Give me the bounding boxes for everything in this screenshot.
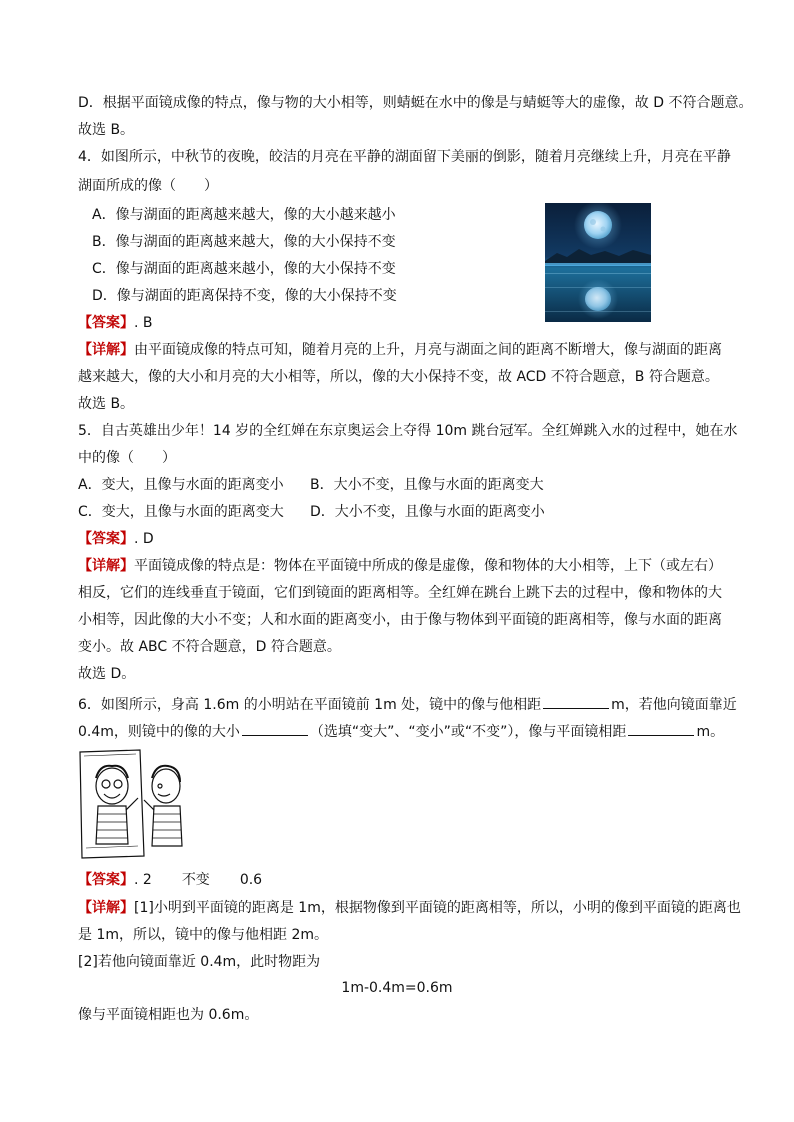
answer-blank	[242, 721, 308, 736]
answer-label: 【答案】	[78, 872, 134, 888]
question-4-stem: 湖面所成的像（ ）	[78, 178, 218, 194]
detail-text: 是 1m，所以，镜中的像与他相距 2m。	[78, 927, 328, 943]
answer-value: . 2	[134, 872, 152, 888]
stem-text: m，若他向镜面靠近	[611, 697, 737, 713]
question-4-option-c: C．像与湖面的距离越来越小，像的大小保持不变	[92, 261, 396, 277]
stem-text: 6．如图所示，身高 1.6m 的小明站在平面镜前 1m 处，镜中的像与他相距	[78, 697, 542, 713]
question-4-stem: 4．如图所示，中秋节的夜晚，皎洁的月亮在平静的湖面留下美丽的倒影，随着月亮继续上升，月亮在平静	[78, 149, 731, 165]
answer-line-q5	[78, 529, 154, 549]
detail-text: 相反，它们的连线垂直于镜面，它们到镜面的距离相等。全红婵在跳台上跳下去的过程中，像和物体的大	[78, 585, 722, 601]
answer-label: 【答案】	[78, 531, 134, 547]
detail-text: 变小。故 ABC 不符合题意，D 符合题意。	[78, 639, 341, 655]
answer-blank	[628, 721, 694, 736]
question-4-option-a: A．像与湖面的距离越来越大，像的大小越来越小	[92, 207, 396, 223]
question-4-option-d: D．像与湖面的距离保持不变，像的大小保持不变	[92, 288, 397, 304]
question-5-stem: 5．自古英雄出少年！14 岁的全红婵在东京奥运会上夺得 10m 跳台冠军。全红婵跳入水的过程中，她在水	[78, 423, 738, 439]
stem-text: （选填“变大”、“变小”或“不变”），像与平面镜相距	[309, 724, 627, 740]
text-line: 故选 B。	[78, 396, 135, 412]
text-line: D．根据平面镜成像的特点，像与物的大小相等，则蜻蜓在水中的像是与蜻蜓等大的虚像，故 D 不符合题意。	[78, 95, 753, 111]
answer-value: 0.6	[239, 872, 263, 888]
detail-text: 小相等，因此像的大小不变；人和水面的距离变小，由于像与物体到平面镜的距离相等，像与水面的距离	[78, 612, 722, 628]
answer-line-q4	[78, 313, 153, 333]
answer-blank	[543, 694, 609, 709]
mirror-boy-image	[78, 748, 198, 860]
detail-line-q5	[78, 556, 722, 576]
text-line: 故选 B。	[78, 122, 135, 138]
question-5-option-a: A．变大，且像与水面的距离变小	[78, 477, 284, 493]
stem-text: 0.4m，则镜中的像的大小	[78, 724, 240, 740]
question-5-option-d: D．大小不变，且像与水面的距离变小	[310, 504, 545, 520]
detail-label: 【详解】	[78, 342, 134, 358]
detail-line-q4	[78, 340, 722, 360]
mirror-boy-icon	[78, 748, 198, 860]
question-4-option-b: B．像与湖面的距离越来越大，像的大小保持不变	[92, 234, 396, 250]
detail-text: [1]小明到平面镜的距离是 1m，根据物像到平面镜的距离相等，所以，小明的像到平面镜的距离也	[134, 900, 741, 916]
stem-text: m。	[696, 724, 725, 740]
detail-text: 越来越大，像的大小和月亮的大小相等，所以，像的大小保持不变，故 ACD 不符合题意，B 符合题意。	[78, 369, 719, 385]
answer-value: . D	[134, 531, 154, 547]
moon-reflection-image	[545, 203, 651, 322]
answer-label: 【答案】	[78, 315, 134, 331]
detail-text: 像与平面镜相距也为 0.6m。	[78, 1007, 259, 1023]
detail-label: 【详解】	[78, 900, 134, 916]
detail-text: 平面镜成像的特点是：物体在平面镜中所成的像是虚像，像和物体的大小相等，上下（或左右）	[134, 558, 722, 574]
detail-text: [2]若他向镜面靠近 0.4m，此时物距为	[78, 954, 321, 970]
answer-line-q6	[78, 870, 262, 890]
question-5-stem: 中的像（ ）	[78, 450, 176, 466]
moon-reflection-icon	[545, 203, 651, 322]
question-6-stem	[78, 694, 737, 715]
answer-value: 不变	[181, 872, 210, 888]
detail-text: 由平面镜成像的特点可知，随着月亮的上升，月亮与湖面之间的距离不断增大，像与湖面的距离	[134, 342, 722, 358]
question-5-option-c: C．变大，且像与水面的距离变大	[78, 504, 284, 520]
detail-label: 【详解】	[78, 558, 134, 574]
question-6-stem	[78, 721, 724, 742]
formula: 1m-0.4m=0.6m	[341, 980, 453, 996]
detail-line-q6	[78, 898, 741, 918]
answer-value: . B	[134, 315, 153, 331]
text-line: 故选 D。	[78, 666, 136, 682]
question-5-option-b: B．大小不变，且像与水面的距离变大	[310, 477, 544, 493]
